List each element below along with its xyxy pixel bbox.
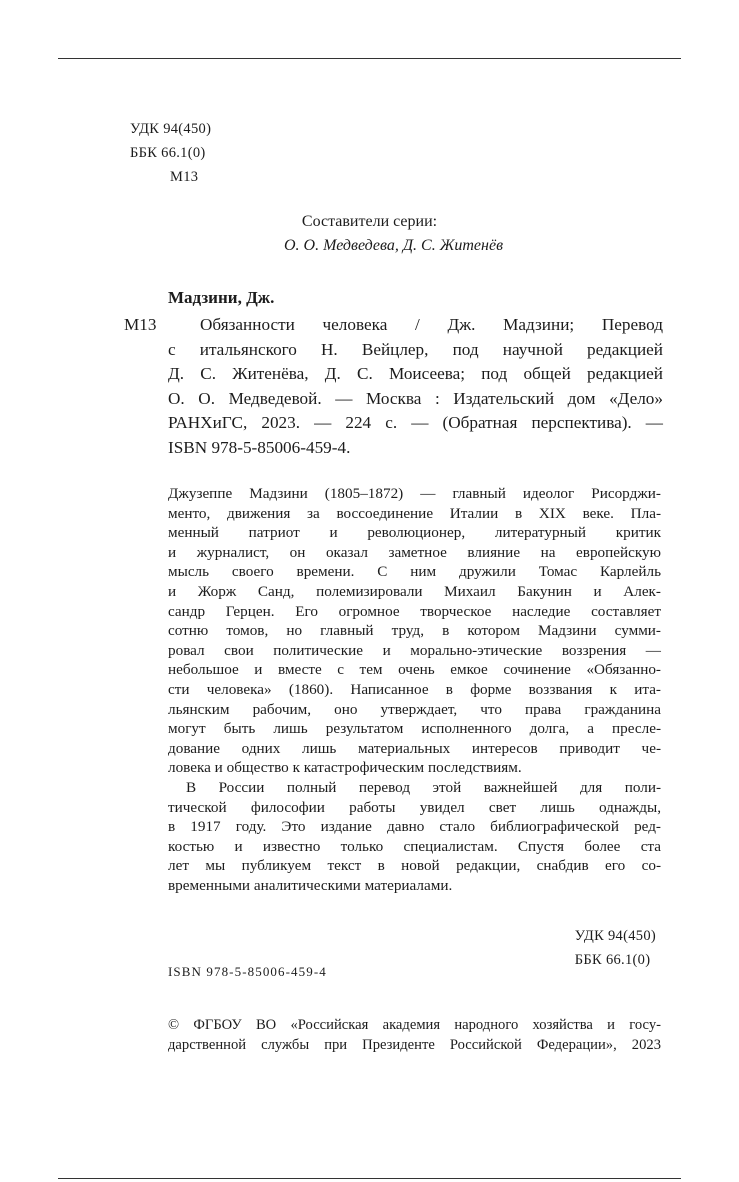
catalog-record (124, 313, 664, 460)
catalog-line: РАНХиГС, 2023. — 224 с. — (Обратная перспектива). — (168, 413, 663, 432)
udk-code: УДК 94(450) (574, 928, 656, 944)
abstract-line: и Жорж Санд, полемизировали Михаил Бакунин и Алек- (168, 582, 661, 600)
abstract-line: лет мы публикуем текст в новой редакции, снабдив его со- (168, 857, 661, 875)
catalog-line: Д. С. Житенёва, Д. С. Моисеева; под общей редакцией (168, 364, 663, 383)
udk-code: УДК 94(450) (130, 121, 212, 137)
author-mark: М13 (170, 169, 199, 185)
classification-codes-top (130, 117, 211, 189)
abstract-line: мысль своего времени. С ним дружили Томас Карлейль (168, 563, 661, 581)
top-rule (58, 58, 681, 59)
abstract (168, 484, 661, 895)
abstract-line: и журналист, он оказал заметное влияние на европейскую (168, 543, 661, 561)
copyright-line: дарственной службы при Президенте Российской Федерации», 2023 (168, 1037, 661, 1053)
series-editors: О. О. Медведева, Д. С. Житенёв (283, 237, 504, 254)
catalog-author-mark: М13 (124, 315, 157, 334)
bottom-rule (58, 1178, 681, 1179)
abstract-line: тической философии работы увидел свет лишь однажды, (168, 798, 661, 816)
abstract-line: могут быть лишь результатом исполненного долга, а пресле- (168, 720, 661, 738)
abstract-paragraph-1 (168, 484, 661, 778)
abstract-line: сандр Герцен. Его огромное творческое наследие составляет (168, 602, 661, 620)
abstract-line: ловека и общество к катастрофическим последствиям. (168, 759, 522, 777)
catalog-description (168, 313, 663, 460)
series-compilers (0, 210, 739, 258)
bbk-code: ББК 66.1(0) (574, 952, 651, 968)
abstract-line: небольшое и вместе с тем очень емкое сочинение «Обязанно- (168, 661, 661, 679)
abstract-line: менто, движения за воссоединение Италии в XIX веке. Пла- (168, 504, 661, 522)
copyright-notice (168, 1015, 661, 1055)
abstract-line: ровал свои политические и морально-этические воззрения — (168, 641, 661, 659)
isbn: ISBN 978-5-85006-459-4 (168, 964, 327, 979)
copyright-line: © ФГБОУ ВО «Российская академия народного хозяйства и госу- (168, 1017, 661, 1033)
catalog-line: Обязанности человека / Дж. Мадзини; Перевод (200, 315, 663, 334)
abstract-line: сти человека» (1860). Написанное в форме воззвания к ита- (168, 680, 661, 698)
abstract-line: дование одних лишь материальных интересов приводит че- (168, 739, 661, 757)
catalog-line: ISBN 978-5-85006-459-4. (168, 437, 351, 457)
abstract-line: В России полный перевод этой важнейшей для поли- (186, 778, 661, 796)
abstract-line: в 1917 году. Это издание давно стало библиографической ред- (168, 818, 661, 836)
abstract-line: костью и известно только специалистам. Спустя более ста (168, 837, 661, 855)
catalog-author: Мадзини, Дж. (168, 288, 275, 307)
bbk-code: ББК 66.1(0) (130, 145, 206, 161)
catalog-line: с итальянского Н. Вейцлер, под научной редакцией (168, 339, 663, 359)
abstract-line: Джузеппе Мадзини (1805–1872) — главный идеолог Рисорджи- (168, 485, 661, 502)
abstract-line: временными аналитическими материалами. (168, 876, 453, 894)
abstract-paragraph-2 (168, 778, 661, 896)
abstract-line: льянским рабочим, оно утверждает, что права гражданина (168, 700, 661, 718)
catalog-line: О. О. Медведевой. — Москва : Издательский дом «Дело» (168, 388, 663, 408)
classification-codes-bottom (575, 924, 656, 972)
abstract-line: менный патриот и революционер, литературный критик (168, 524, 661, 542)
series-heading: Составители серии: (301, 213, 438, 230)
abstract-line: сотню томов, но главный труд, в котором Мадзини сумми- (168, 622, 661, 640)
